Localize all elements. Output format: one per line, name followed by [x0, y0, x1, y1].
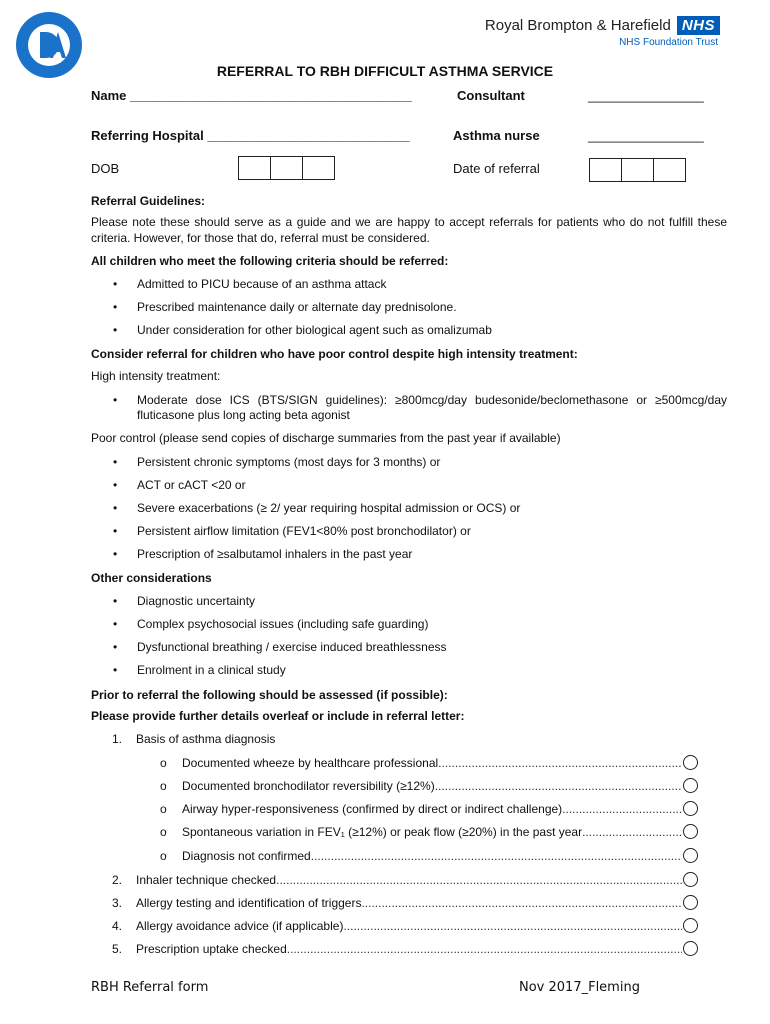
list-item: • Under consideration for other biological agent such as omalizumab	[91, 323, 727, 338]
prior-referral-heading: Prior to referral the following should be assessed (if possible):	[91, 688, 448, 702]
list-item: • Persistent chronic symptoms (most days for 3 months) or	[91, 455, 727, 470]
poor-control-label: Poor control (please send copies of discharge summaries from the past year if available)	[91, 431, 561, 445]
high-intensity-label: High intensity treatment:	[91, 369, 221, 383]
assessment-item	[112, 872, 698, 887]
diagnosis-sub-item	[160, 778, 698, 793]
list-item: • Persistent airflow limitation (FEV1<80% post bronchodilator) or	[91, 524, 727, 539]
asthma-nurse-field[interactable]: ________________	[588, 128, 704, 143]
item-label: Allergy testing and identification of triggers	[136, 895, 362, 910]
high-intensity-list	[91, 393, 727, 423]
list-item: • Moderate dose ICS (BTS/SIGN guidelines): ≥800mcg/day budesonide/beclomethasone or ≥500mcg/day fluticasone plus long acting beta agonist	[91, 393, 727, 423]
leader-dots	[287, 942, 682, 956]
other-considerations-heading: Other considerations	[91, 571, 212, 585]
dob-label: DOB	[91, 161, 120, 176]
item-number: 5.	[112, 941, 123, 956]
leader-dots	[582, 825, 682, 839]
dob-boxes[interactable]	[238, 156, 334, 180]
hospital-field[interactable]: ____________________________	[207, 128, 410, 143]
referral-date-label: Date of referral	[453, 161, 540, 176]
leader-dots	[435, 779, 682, 793]
item-number: 3.	[112, 895, 123, 910]
assessment-item	[112, 732, 698, 746]
item-label: Basis of asthma diagnosis	[136, 732, 276, 746]
item-label: Inhaler technique checked	[136, 872, 277, 887]
sub-item-label: Documented bronchodilator reversibility (≥12%)	[182, 778, 435, 793]
diagnosis-sub-item	[160, 824, 698, 839]
checkbox-circle[interactable]	[683, 848, 698, 863]
name-field[interactable]: _______________________________________	[130, 88, 413, 103]
item-number: 2.	[112, 872, 123, 887]
diagnosis-sub-item	[160, 848, 698, 863]
item-label: Allergy avoidance advice (if applicable)	[136, 918, 344, 933]
guidelines-heading: Referral Guidelines:	[91, 194, 206, 208]
assessment-item	[112, 918, 698, 933]
checkbox-circle[interactable]	[683, 895, 698, 910]
assessment-item	[112, 895, 698, 910]
leader-dots	[311, 849, 682, 863]
list-item: • Dysfunctional breathing / exercise induced breathlessness	[91, 640, 727, 655]
checkbox-circle[interactable]	[683, 918, 698, 933]
nhs-badge: NHS	[677, 16, 720, 35]
poor-control-list	[91, 455, 727, 562]
org-name: Royal Brompton & Harefield	[484, 17, 671, 34]
checkbox-circle[interactable]	[683, 872, 698, 887]
sub-bullet: o	[160, 801, 167, 816]
consultant-field[interactable]: ________________	[588, 88, 704, 103]
checkbox-circle[interactable]	[683, 755, 698, 770]
list-item: • Complex psychosocial issues (including safe guarding)	[91, 617, 727, 632]
sub-bullet: o	[160, 755, 167, 770]
leader-dots	[438, 756, 682, 770]
consider-heading: Consider referral for children who have poor control despite high intensity treatment:	[91, 347, 578, 361]
list-item: • Prescription of ≥salbutamol inhalers in the past year	[91, 547, 727, 562]
date-box[interactable]	[653, 158, 686, 182]
item-number: 4.	[112, 918, 123, 933]
leader-dots	[276, 873, 682, 887]
date-box[interactable]	[589, 158, 622, 182]
must-refer-list	[91, 277, 727, 338]
dob-box[interactable]	[302, 156, 335, 180]
sub-item-label: Spontaneous variation in FEV₁ (≥12%) or peak flow (≥20%) in the past year	[182, 824, 583, 839]
sub-bullet: o	[160, 778, 167, 793]
list-item: • Admitted to PICU because of an asthma attack	[91, 277, 727, 292]
org-header	[485, 16, 720, 48]
sub-item-label: Diagnosis not confirmed	[182, 848, 311, 863]
dob-box[interactable]	[238, 156, 271, 180]
item-number: 1.	[112, 732, 123, 746]
name-field-label	[91, 88, 412, 103]
diagnosis-sub-item	[160, 801, 698, 816]
referral-date-boxes[interactable]	[589, 158, 685, 182]
dob-box[interactable]	[270, 156, 303, 180]
hospital-field-label	[91, 128, 410, 143]
list-item: • ACT or cACT <20 or	[91, 478, 727, 493]
date-box[interactable]	[621, 158, 654, 182]
sub-bullet: o	[160, 824, 167, 839]
leader-dots	[562, 802, 682, 816]
leader-dots	[343, 919, 682, 933]
assessment-item	[112, 941, 698, 956]
name-label: Name	[91, 88, 127, 103]
other-considerations-list	[91, 594, 727, 678]
checkbox-circle[interactable]	[683, 801, 698, 816]
list-item: • Enrolment in a clinical study	[91, 663, 727, 678]
page-title: REFERRAL TO RBH DIFFICULT ASTHMA SERVICE	[216, 63, 554, 79]
must-refer-heading: All children who meet the following criteria should be referred:	[91, 254, 449, 268]
guidelines-intro: Please note these should serve as a guide and we are happy to accept referrals for patients who do not fulfill these criteria. However, for those that do, referral must be considered.	[91, 215, 727, 245]
list-item: • Diagnostic uncertainty	[91, 594, 727, 609]
item-label: Prescription uptake checked	[136, 941, 287, 956]
diagnosis-sub-item	[160, 755, 698, 770]
list-item: • Prescribed maintenance daily or alternate day prednisolone.	[91, 300, 727, 315]
list-item: • Severe exacerbations (≥ 2/ year requiring hospital admission or OCS) or	[91, 501, 727, 516]
asthma-nurse-label: Asthma nurse	[453, 128, 540, 143]
checkbox-circle[interactable]	[683, 941, 698, 956]
checkbox-circle[interactable]	[683, 824, 698, 839]
sub-item-label: Documented wheeze by healthcare professional	[182, 755, 439, 770]
footer-right: Nov 2017_Fleming	[519, 980, 640, 995]
leader-dots	[361, 896, 682, 910]
hospital-label: Referring Hospital	[91, 128, 204, 143]
sub-item-label: Airway hyper-responsiveness (confirmed by direct or indirect challenge)	[182, 801, 563, 816]
sub-bullet: o	[160, 848, 167, 863]
consultant-label: Consultant	[457, 88, 525, 103]
further-details-heading: Please provide further details overleaf or include in referral letter:	[91, 709, 465, 723]
trust-name: NHS Foundation Trust	[619, 37, 718, 48]
footer-left: RBH Referral form	[91, 980, 209, 995]
checkbox-circle[interactable]	[683, 778, 698, 793]
